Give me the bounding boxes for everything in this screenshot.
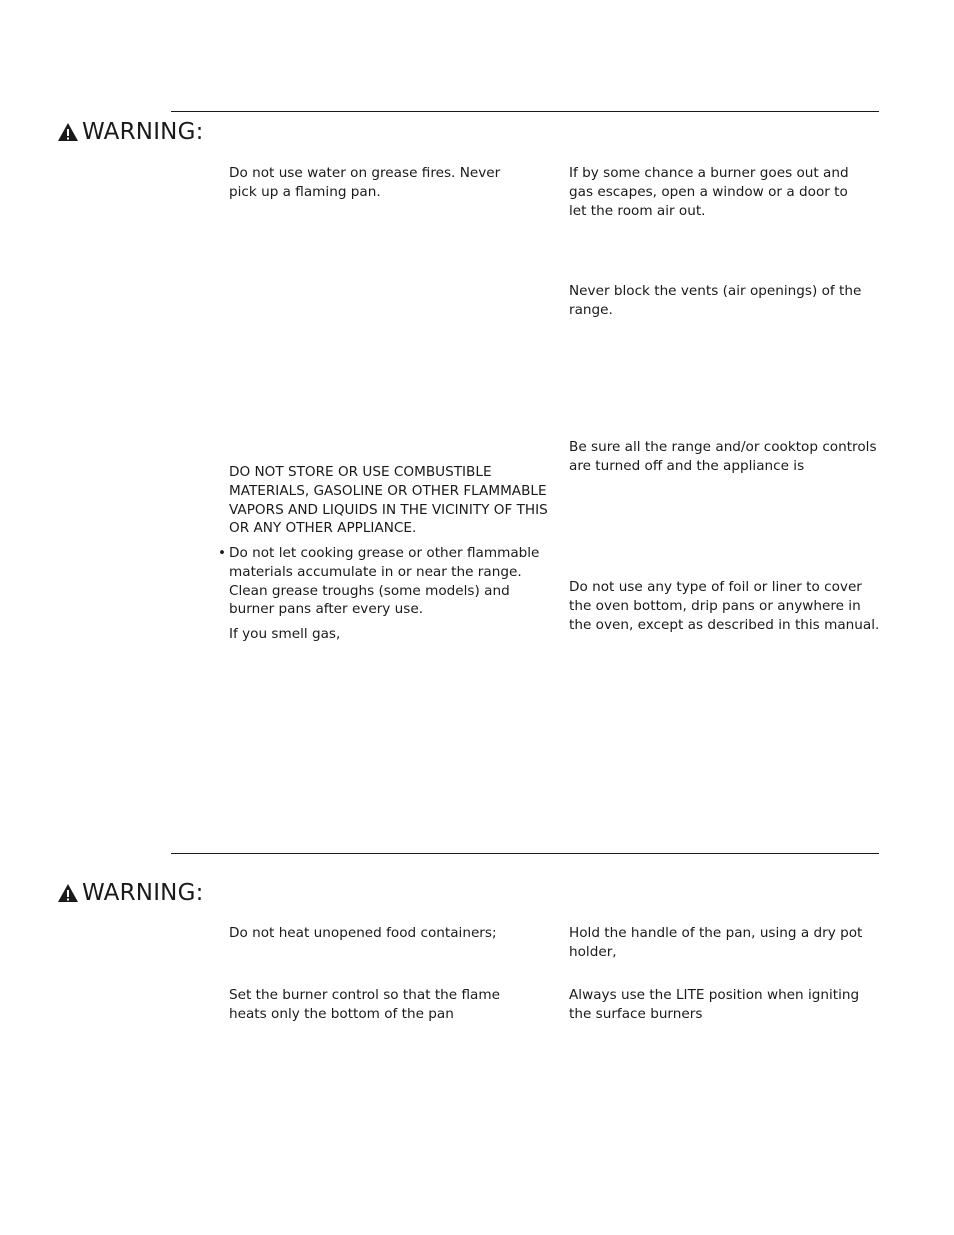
bullet-marker: • xyxy=(218,545,227,561)
combustible-materials-warning: DO NOT STORE OR USE COMBUSTIBLE MATERIALS, GASOLINE OR OTHER FLAMMABLE VAPORS AND LIQUIDS IN THE VICINITY OF THIS OR ANY OTHER APPLIANCE. xyxy=(229,464,548,537)
vents-warning: Never block the vents (air openings) of the range. xyxy=(569,283,862,318)
foil-liner-warning: Do not use any type of foil or liner to cover the oven bottom, drip pans or anywhere in the oven, except as described in this manual. xyxy=(569,579,880,633)
warning-heading-2 xyxy=(57,879,204,907)
unopened-containers-warning: Do not heat unopened food containers; xyxy=(229,925,497,941)
burner-flame-warning: Set the burner control so that the flame heats only the bottom of the pan xyxy=(229,987,500,1022)
warning-triangle-icon xyxy=(57,883,79,903)
smell-gas-warning: If you smell gas, xyxy=(229,626,341,642)
warning-title: WARNING: xyxy=(82,119,204,145)
grease-fire-warning: Do not use water on grease fires. Never pick up a flaming pan. xyxy=(229,165,501,200)
burner-out-warning: If by some chance a burner goes out and gas escapes, open a window or a door to let the room air out. xyxy=(569,165,849,219)
grease-accumulation-warning: Do not let cooking grease or other flammable materials accumulate in or near the range. Clean grease troughs (some models) and burner pans after every use. xyxy=(229,545,540,618)
section-divider-2 xyxy=(171,853,879,854)
warning-triangle-icon xyxy=(57,122,79,142)
lite-position-warning: Always use the LITE position when igniting the surface burners xyxy=(569,987,860,1022)
warning-title: WARNING: xyxy=(82,880,204,906)
pot-holder-warning: Hold the handle of the pan, using a dry pot holder, xyxy=(569,925,863,960)
warning-heading-1 xyxy=(57,118,204,146)
controls-off-warning: Be sure all the range and/or cooktop controls are turned off and the appliance is xyxy=(569,439,877,474)
section-divider-1 xyxy=(171,111,879,112)
